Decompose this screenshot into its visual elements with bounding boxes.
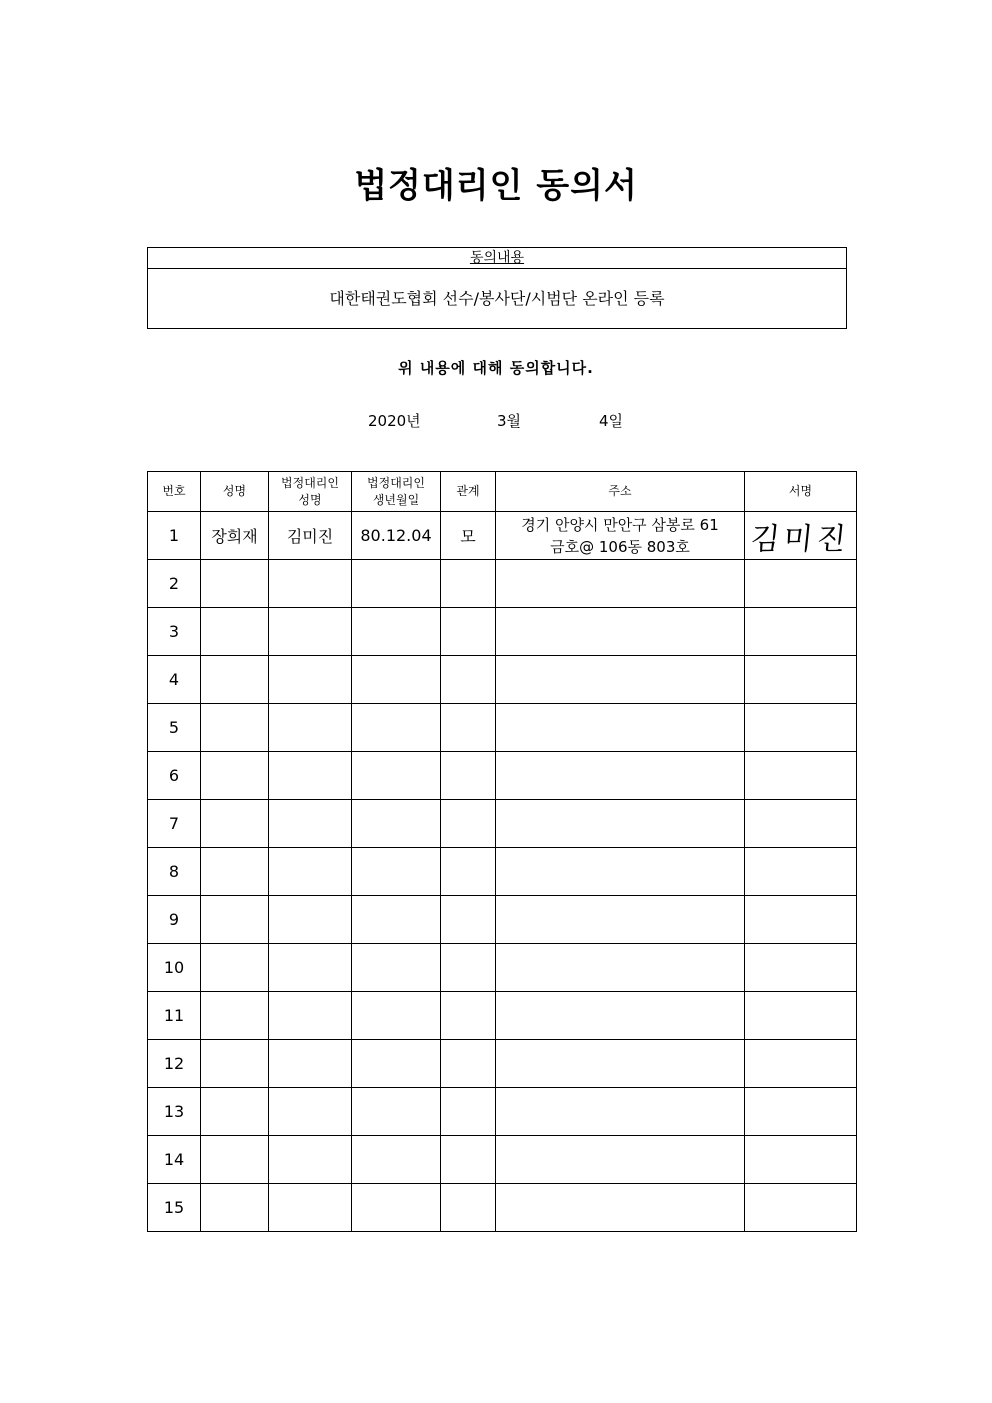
cell-signature xyxy=(745,1184,857,1232)
table-body xyxy=(148,512,857,1232)
cell-guardian-name xyxy=(269,896,352,944)
cell-guardian-name xyxy=(269,608,352,656)
cell-no: 8 xyxy=(148,848,201,896)
table-row xyxy=(148,1136,857,1184)
cell-relation xyxy=(441,1184,496,1232)
table-row xyxy=(148,608,857,656)
cell-relation xyxy=(441,848,496,896)
cell-signature xyxy=(745,1040,857,1088)
cell-signature xyxy=(745,896,857,944)
cell-guardian-name xyxy=(269,800,352,848)
cell-guardian-birth xyxy=(352,800,441,848)
cell-guardian-birth xyxy=(352,560,441,608)
cell-guardian-birth xyxy=(352,704,441,752)
cell-guardian-name: 김미진 xyxy=(269,512,352,560)
cell-signature xyxy=(745,512,857,560)
cell-guardian-name xyxy=(269,944,352,992)
consent-header xyxy=(148,248,846,269)
cell-no: 9 xyxy=(148,896,201,944)
cell-relation xyxy=(441,656,496,704)
address-line1: 경기 안양시 만안구 삼봉로 61 xyxy=(521,515,719,534)
cell-relation xyxy=(441,1040,496,1088)
cell-no: 1 xyxy=(148,512,201,560)
cell-address xyxy=(496,704,745,752)
registration-table xyxy=(147,471,857,1232)
cell-signature xyxy=(745,656,857,704)
cell-no: 14 xyxy=(148,1136,201,1184)
cell-name xyxy=(201,1136,269,1184)
table-row xyxy=(148,512,857,560)
cell-address xyxy=(496,1184,745,1232)
cell-guardian-name xyxy=(269,560,352,608)
cell-guardian-birth xyxy=(352,1040,441,1088)
cell-signature xyxy=(745,752,857,800)
header-address: 주소 xyxy=(496,472,745,512)
table-header-row xyxy=(148,472,857,512)
cell-no: 15 xyxy=(148,1184,201,1232)
cell-address xyxy=(496,992,745,1040)
cell-guardian-name xyxy=(269,752,352,800)
cell-name xyxy=(201,656,269,704)
cell-relation xyxy=(441,992,496,1040)
table-row xyxy=(148,704,857,752)
cell-guardian-birth xyxy=(352,1184,441,1232)
cell-signature xyxy=(745,608,857,656)
cell-guardian-birth xyxy=(352,608,441,656)
cell-no: 12 xyxy=(148,1040,201,1088)
cell-no: 10 xyxy=(148,944,201,992)
cell-name xyxy=(201,992,269,1040)
header-guardian-birth xyxy=(352,472,441,512)
cell-guardian-birth xyxy=(352,896,441,944)
cell-relation xyxy=(441,944,496,992)
cell-guardian-name xyxy=(269,992,352,1040)
agree-statement: 위 내용에 대해 동의합니다. xyxy=(398,359,594,377)
cell-guardian-birth xyxy=(352,752,441,800)
cell-guardian-name xyxy=(269,1184,352,1232)
cell-guardian-birth xyxy=(352,1136,441,1184)
table-row xyxy=(148,800,857,848)
cell-address xyxy=(496,608,745,656)
table-row xyxy=(148,992,857,1040)
cell-signature xyxy=(745,944,857,992)
cell-address xyxy=(496,1136,745,1184)
table-row xyxy=(148,1040,857,1088)
cell-name xyxy=(201,1184,269,1232)
consent-box xyxy=(147,247,847,329)
header-guardian-name-line1: 법정대리인 xyxy=(281,475,339,490)
cell-relation xyxy=(441,608,496,656)
cell-name xyxy=(201,752,269,800)
header-signature: 서명 xyxy=(745,472,857,512)
cell-guardian-name xyxy=(269,1136,352,1184)
cell-no: 7 xyxy=(148,800,201,848)
consent-content: 대한태권도협회 선수/봉사단/시범단 온라인 등록 xyxy=(329,289,665,308)
cell-name: 장희재 xyxy=(201,512,269,560)
cell-signature xyxy=(745,800,857,848)
header-guardian-birth-line1: 법정대리인 xyxy=(367,475,425,490)
cell-address xyxy=(496,656,745,704)
header-guardian-name-line2: 성명 xyxy=(298,492,322,507)
cell-no: 13 xyxy=(148,1088,201,1136)
table-row xyxy=(148,1088,857,1136)
cell-no: 4 xyxy=(148,656,201,704)
cell-no: 5 xyxy=(148,704,201,752)
cell-signature xyxy=(745,992,857,1040)
handwritten-signature: 김미진 xyxy=(748,521,852,557)
table-row xyxy=(148,656,857,704)
cell-relation xyxy=(441,704,496,752)
cell-guardian-birth xyxy=(352,1088,441,1136)
table-row xyxy=(148,944,857,992)
cell-signature xyxy=(745,704,857,752)
cell-signature xyxy=(745,1088,857,1136)
cell-relation xyxy=(441,752,496,800)
table-row xyxy=(148,848,857,896)
cell-signature xyxy=(745,560,857,608)
header-name: 성명 xyxy=(201,472,269,512)
cell-relation xyxy=(441,800,496,848)
cell-name xyxy=(201,1040,269,1088)
table-row xyxy=(148,560,857,608)
cell-name xyxy=(201,896,269,944)
cell-name xyxy=(201,800,269,848)
cell-guardian-name xyxy=(269,1088,352,1136)
cell-signature xyxy=(745,848,857,896)
cell-relation xyxy=(441,560,496,608)
cell-address xyxy=(496,1040,745,1088)
cell-relation: 모 xyxy=(441,512,496,560)
cell-guardian-name xyxy=(269,848,352,896)
cell-guardian-birth: 80.12.04 xyxy=(352,512,441,560)
date-day: 4일 xyxy=(599,412,624,430)
cell-name xyxy=(201,608,269,656)
cell-address xyxy=(496,752,745,800)
cell-relation xyxy=(441,1088,496,1136)
cell-address xyxy=(496,896,745,944)
cell-name xyxy=(201,704,269,752)
cell-name xyxy=(201,944,269,992)
cell-no: 2 xyxy=(148,560,201,608)
cell-address xyxy=(496,560,745,608)
cell-guardian-birth xyxy=(352,656,441,704)
cell-address xyxy=(496,1088,745,1136)
address-line2: 금호@ 106동 803호 xyxy=(550,537,690,556)
cell-address xyxy=(496,512,745,560)
cell-guardian-name xyxy=(269,704,352,752)
cell-name xyxy=(201,848,269,896)
header-relation: 관계 xyxy=(441,472,496,512)
cell-guardian-birth xyxy=(352,992,441,1040)
date-year: 2020년 xyxy=(368,412,421,430)
cell-guardian-name xyxy=(269,1040,352,1088)
cell-address xyxy=(496,944,745,992)
table-row xyxy=(148,896,857,944)
cell-address xyxy=(496,800,745,848)
cell-name xyxy=(201,1088,269,1136)
header-no: 번호 xyxy=(148,472,201,512)
cell-guardian-birth xyxy=(352,944,441,992)
cell-name xyxy=(201,560,269,608)
cell-no: 11 xyxy=(148,992,201,1040)
cell-guardian-name xyxy=(269,656,352,704)
cell-relation xyxy=(441,1136,496,1184)
date-month: 3월 xyxy=(497,412,522,430)
header-guardian-name xyxy=(269,472,352,512)
table-row xyxy=(148,1184,857,1232)
cell-guardian-birth xyxy=(352,848,441,896)
cell-no: 6 xyxy=(148,752,201,800)
cell-relation xyxy=(441,896,496,944)
cell-signature xyxy=(745,1136,857,1184)
cell-no: 3 xyxy=(148,608,201,656)
header-guardian-birth-line2: 생년월일 xyxy=(372,492,420,507)
cell-address xyxy=(496,848,745,896)
consent-header-label: 동의내용 xyxy=(469,250,525,266)
document-title: 법정대리인 동의서 xyxy=(354,166,638,206)
table-row xyxy=(148,752,857,800)
